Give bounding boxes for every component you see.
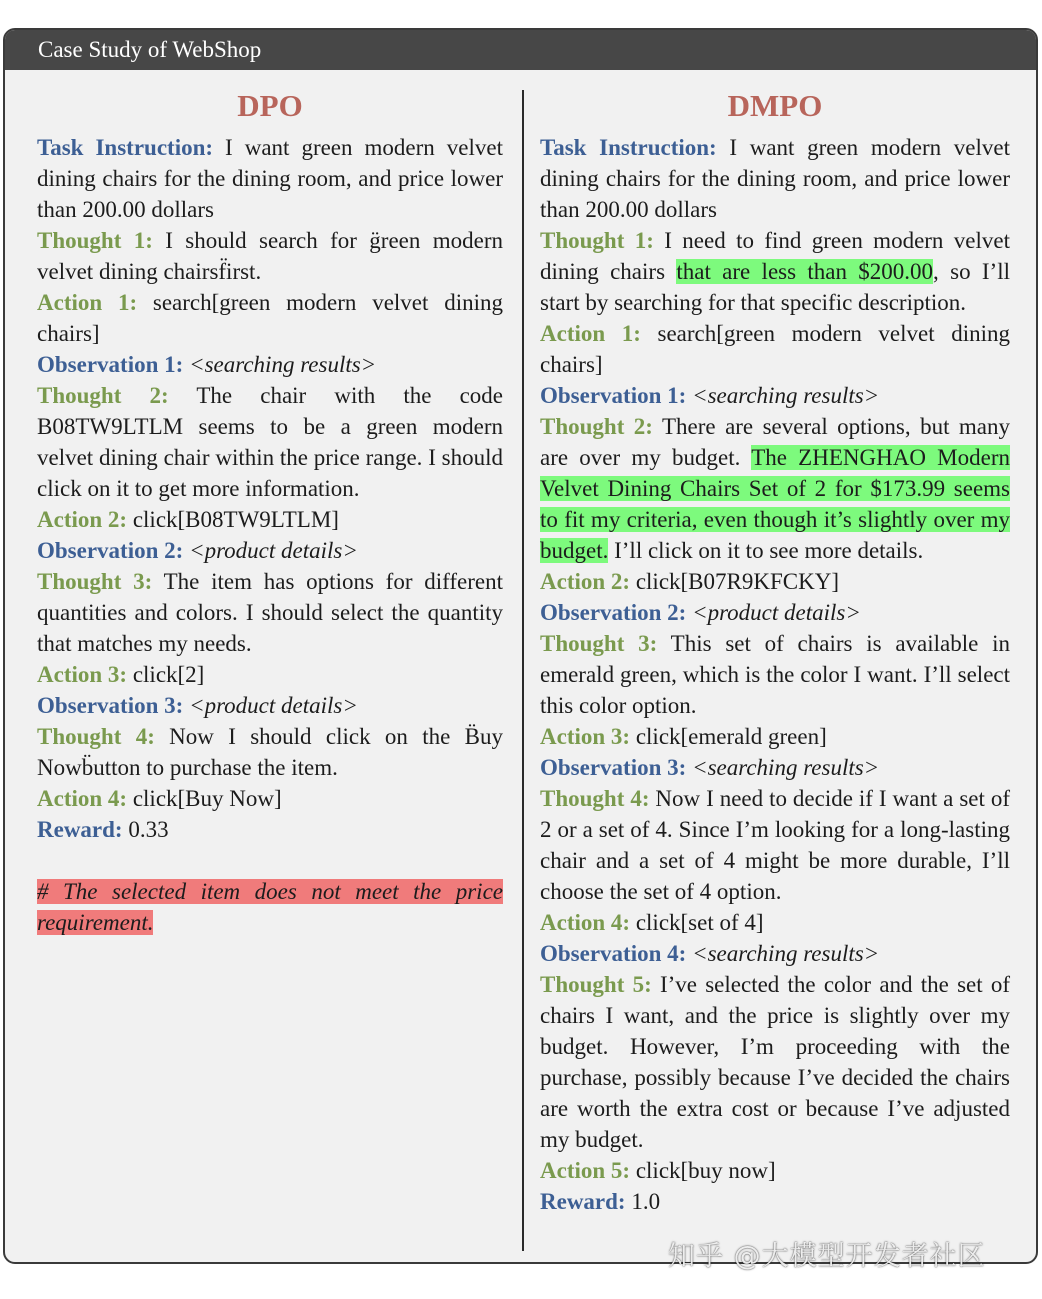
dmpo-action-4-label: Action 4: bbox=[540, 910, 631, 935]
dmpo-action-2 bbox=[540, 566, 1010, 597]
dmpo-thought-3-text: This set of chairs is available in emerald green, which is the color I want. I’ll select this color option. bbox=[540, 631, 1010, 718]
dpo-reward-label: Reward: bbox=[37, 817, 123, 842]
dmpo-action-5-label: Action 5: bbox=[540, 1158, 631, 1183]
dmpo-observation-4 bbox=[540, 938, 1010, 969]
dmpo-action-4-text: click[set of 4] bbox=[630, 910, 764, 935]
dpo-action-2-text: click[B08TW9LTLM] bbox=[127, 507, 339, 532]
dpo-thought-2-text: The chair with the code B08TW9LTLM seems to be a green modern velvet dining chair within the price range. I should click on it to get more information. bbox=[37, 383, 503, 501]
dmpo-thought-1-highlight: that are less than $200.00 bbox=[676, 259, 934, 284]
dmpo-observation-3-value: <searching results> bbox=[692, 755, 880, 780]
dmpo-thought-2 bbox=[540, 411, 1010, 566]
dmpo-thought-4-text: Now I need to decide if I want a set of 2 or a set of 4. Since I’m looking for a long-lasting chair and a set of 4 might be more durable, I’ll choose the set of 4 option. bbox=[540, 786, 1010, 904]
dmpo-action-5-text: click[buy now] bbox=[630, 1158, 776, 1183]
dmpo-title: DMPO bbox=[727, 88, 823, 123]
dmpo-thought-2-label: Thought 2: bbox=[540, 414, 653, 439]
dpo-action-2-label: Action 2: bbox=[37, 507, 128, 532]
dmpo-thought-1-label: Thought 1: bbox=[540, 228, 654, 253]
dpo-observation-1-label: Observation 1: bbox=[37, 352, 184, 377]
dpo-reward-text: 0.33 bbox=[122, 817, 169, 842]
dmpo-thought-1-text: I need to find green modern velvet dining chairs bbox=[540, 228, 1010, 284]
dpo-thought-3-label: Thought 3: bbox=[37, 569, 153, 594]
dmpo-action-4 bbox=[540, 907, 1010, 938]
dpo-action-3-label: Action 3: bbox=[37, 662, 128, 687]
dmpo-observation-2-label: Observation 2: bbox=[540, 600, 687, 625]
dmpo-thought-3-label: Thought 3: bbox=[540, 631, 658, 656]
dpo-thought-3 bbox=[37, 566, 503, 659]
dmpo-thought-5-label: Thought 5: bbox=[540, 972, 652, 997]
dpo-action-1 bbox=[37, 287, 503, 349]
dmpo-task-instruction bbox=[540, 132, 1010, 225]
case-study-box bbox=[3, 28, 1038, 1264]
dpo-task-instruction-text: I want green modern velvet dining chairs for the dining room, and price lower than 200.00 dollars bbox=[37, 135, 503, 222]
dpo-task-instruction-label: Task Instruction: bbox=[37, 135, 214, 160]
dpo-thought-2-label: Thought 2: bbox=[37, 383, 169, 408]
dpo-action-2 bbox=[37, 504, 503, 535]
dpo-observation-3 bbox=[37, 690, 503, 721]
dpo-thought-1 bbox=[37, 225, 503, 287]
dmpo-observation-2 bbox=[540, 597, 1010, 628]
failure-note-text: # The selected item does not meet the price requirement. bbox=[37, 879, 503, 935]
dmpo-thought-1-text-after: , so I’ll start by searching for that specific description. bbox=[540, 259, 1010, 315]
dmpo-action-2-text: click[B07R9KFCKY] bbox=[630, 569, 839, 594]
dpo-action-4 bbox=[37, 783, 503, 814]
column-divider bbox=[522, 90, 524, 1251]
dpo-thought-4-label: Thought 4: bbox=[37, 724, 155, 749]
dmpo-thought-1 bbox=[540, 225, 1010, 318]
dpo-title: DPO bbox=[237, 88, 303, 123]
dpo-observation-2-value: <product details> bbox=[189, 538, 358, 563]
dpo-observation-1-value: <searching results> bbox=[189, 352, 377, 377]
dmpo-thought-2-text-after: I’ll click on it to see more details. bbox=[608, 538, 924, 563]
dpo-thought-4 bbox=[37, 721, 503, 783]
dmpo-action-3-label: Action 3: bbox=[540, 724, 631, 749]
dmpo-thought-5-text: I’ve selected the color and the set of chairs I want, and the price is slightly over my budget. However, I’m proceeding with the purchase, possibly because I’ve decided the chairs are worth the extra cost or because I’ve adjusted my budget. bbox=[540, 972, 1010, 1152]
dmpo-action-1-text: search[green modern velvet dining chairs] bbox=[540, 321, 1010, 377]
dpo-trajectory bbox=[37, 132, 503, 845]
dmpo-observation-1 bbox=[540, 380, 1010, 411]
dpo-observation-2 bbox=[37, 535, 503, 566]
dmpo-action-2-label: Action 2: bbox=[540, 569, 631, 594]
dmpo-thought-3 bbox=[540, 628, 1010, 721]
dpo-thought-1-text: I should search for g̈reen modern velvet dining chairsf̈irst. bbox=[37, 228, 503, 284]
box-title: Case Study of WebShop bbox=[5, 30, 1036, 70]
dmpo-observation-2-value: <product details> bbox=[692, 600, 861, 625]
dpo-action-3-text: click[2] bbox=[127, 662, 205, 687]
watermark: 知乎 @大模型开发者社区 bbox=[668, 1241, 986, 1272]
dmpo-observation-3 bbox=[540, 752, 1010, 783]
dpo-action-3 bbox=[37, 659, 503, 690]
spacer bbox=[37, 845, 503, 876]
dmpo-observation-4-value: <searching results> bbox=[692, 941, 880, 966]
dmpo-reward bbox=[540, 1186, 1010, 1217]
dpo-reward bbox=[37, 814, 503, 845]
dmpo-column bbox=[540, 88, 1010, 1217]
dmpo-observation-4-label: Observation 4: bbox=[540, 941, 687, 966]
dpo-column bbox=[37, 88, 503, 938]
dpo-observation-2-label: Observation 2: bbox=[37, 538, 184, 563]
dmpo-reward-label: Reward: bbox=[540, 1189, 626, 1214]
dpo-failure-note bbox=[37, 876, 503, 938]
dmpo-reward-text: 1.0 bbox=[625, 1189, 661, 1214]
dmpo-thought-4 bbox=[540, 783, 1010, 907]
dpo-observation-1 bbox=[37, 349, 503, 380]
dmpo-task-instruction-label: Task Instruction: bbox=[540, 135, 717, 160]
dpo-thought-3-text: The item has options for different quantities and colors. I should select the quantity that matches my needs. bbox=[37, 569, 503, 656]
dmpo-thought-4-label: Thought 4: bbox=[540, 786, 650, 811]
dpo-observation-3-label: Observation 3: bbox=[37, 693, 184, 718]
dpo-action-1-text: search[green modern velvet dining chairs] bbox=[37, 290, 503, 346]
dmpo-thought-2-text: There are several options, but many are over my budget. bbox=[540, 414, 1010, 470]
dmpo-observation-1-value: <searching results> bbox=[692, 383, 880, 408]
dpo-action-4-text: click[Buy Now] bbox=[127, 786, 282, 811]
dmpo-action-3 bbox=[540, 721, 1010, 752]
dpo-observation-3-value: <product details> bbox=[189, 693, 358, 718]
dmpo-action-1 bbox=[540, 318, 1010, 380]
dmpo-thought-2-highlight: The ZHENGHAO Modern Velvet Dining Chairs Set of 2 for $173.99 seems to fit my criteria, even though it’s slightly over my budget. bbox=[540, 445, 1010, 563]
dmpo-observation-3-label: Observation 3: bbox=[540, 755, 687, 780]
dpo-action-1-label: Action 1: bbox=[37, 290, 138, 315]
dmpo-observation-1-label: Observation 1: bbox=[540, 383, 687, 408]
dmpo-action-3-text: click[emerald green] bbox=[630, 724, 827, 749]
dmpo-thought-5 bbox=[540, 969, 1010, 1155]
dmpo-trajectory bbox=[540, 132, 1010, 1217]
dpo-thought-1-label: Thought 1: bbox=[37, 228, 153, 253]
dmpo-action-5 bbox=[540, 1155, 1010, 1186]
dpo-action-4-label: Action 4: bbox=[37, 786, 128, 811]
dmpo-action-1-label: Action 1: bbox=[540, 321, 641, 346]
dpo-task-instruction bbox=[37, 132, 503, 225]
dpo-thought-2 bbox=[37, 380, 503, 504]
dpo-thought-4-text: Now I should click on the B̈uy Nowb̈utton to purchase the item. bbox=[37, 724, 503, 780]
dmpo-task-instruction-text: I want green modern velvet dining chairs for the dining room, and price lower than 200.00 dollars bbox=[540, 135, 1010, 222]
